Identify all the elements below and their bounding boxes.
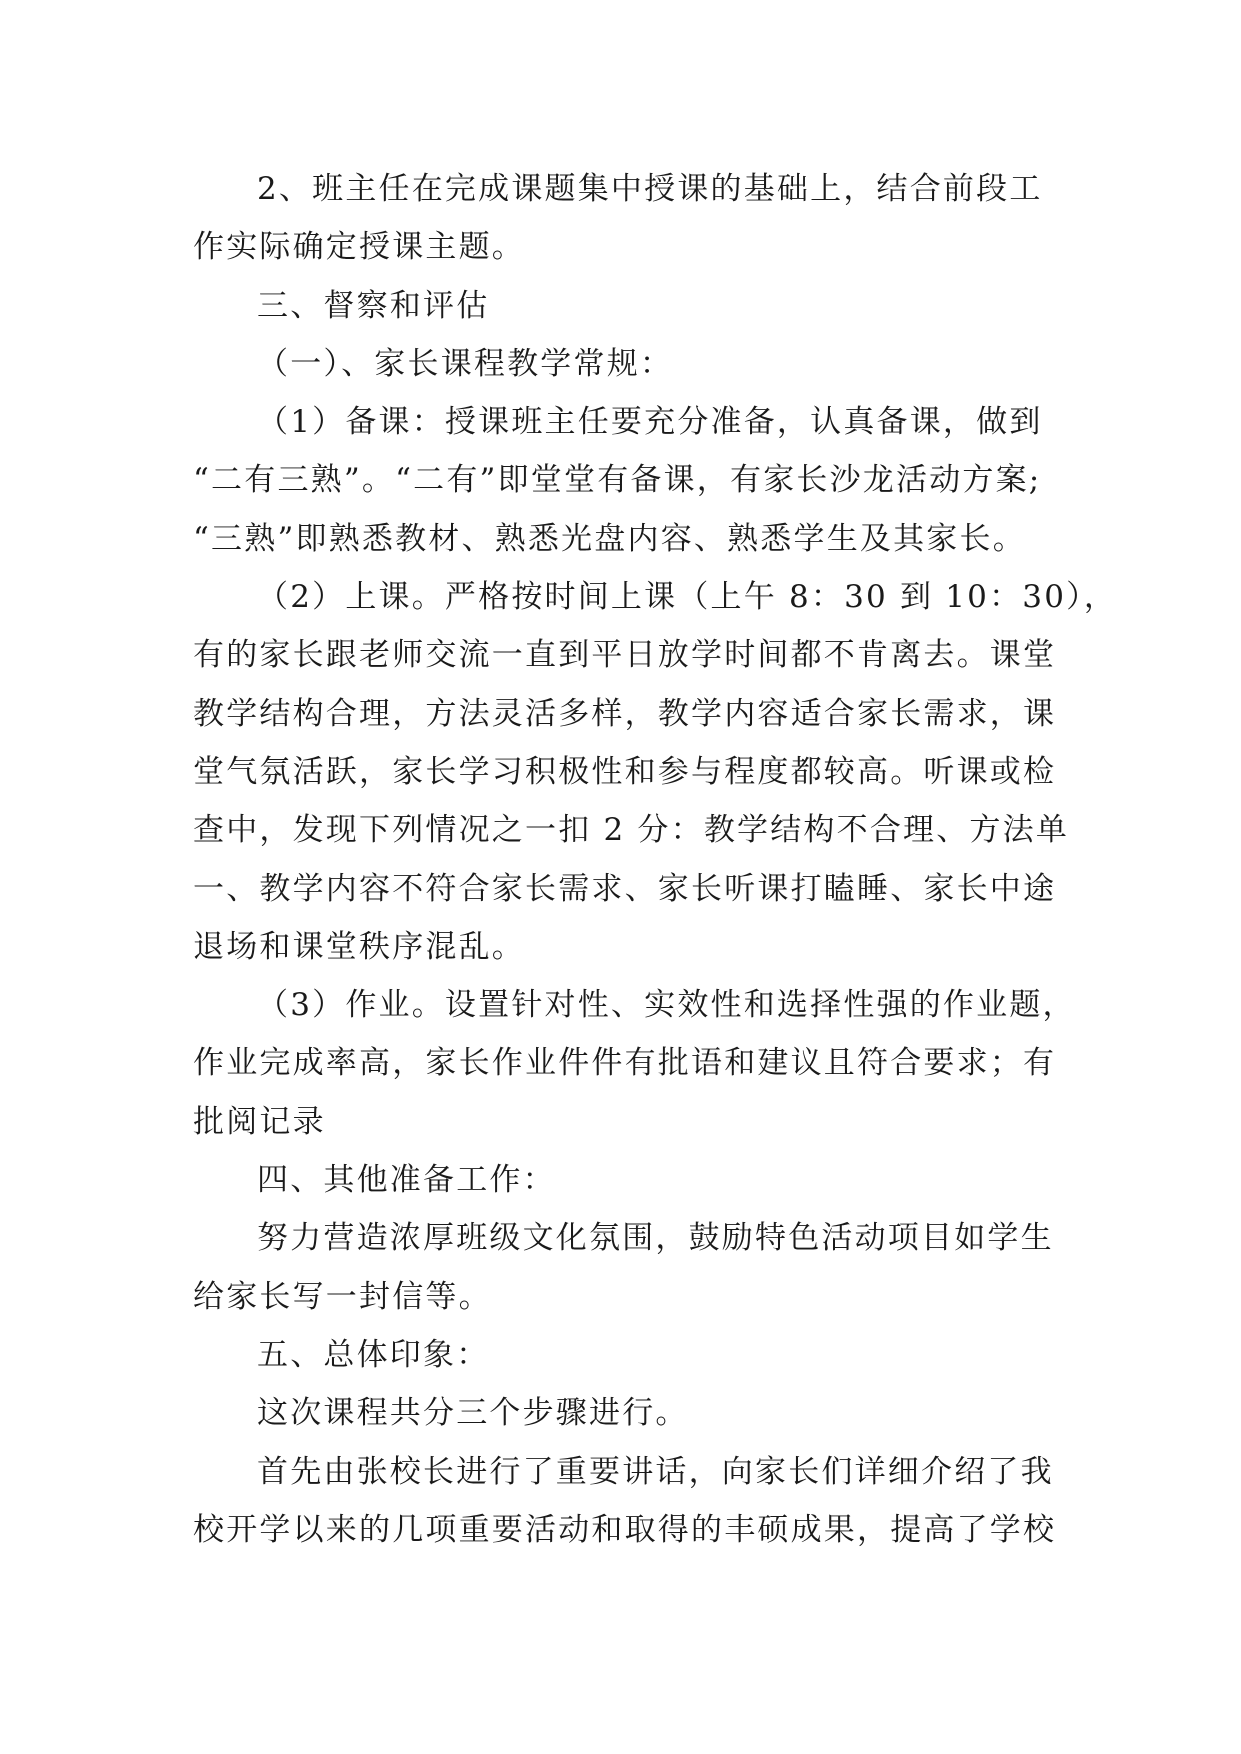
text-line: 这次课程共分三个步骤进行。 (257, 1395, 689, 1432)
text-line: “二有三熟”。“二有”即堂堂有备课，有家长沙龙活动方案; (193, 462, 1042, 499)
text-line: 作实际确定授课主题。 (193, 229, 525, 266)
text-line: 给家长写一封信等。 (193, 1278, 492, 1315)
text-line: （1）备课：授课班主任要充分准备，认真备课，做到 (257, 404, 1043, 441)
text-line: 退场和课堂秩序混乱。 (193, 928, 525, 965)
section-heading: 三、督察和评估 (257, 287, 490, 324)
text-line: 有的家长跟老师交流一直到平日放学时间都不肯离去。课堂 (193, 637, 1057, 674)
text-line: 努力营造浓厚班级文化氛围，鼓励特色活动项目如学生 (257, 1220, 1054, 1257)
text-line: 教学结构合理，方法灵活多样，教学内容适合家长需求，课 (193, 695, 1057, 732)
text-line: 批阅记录 (193, 1103, 326, 1140)
section-heading: 五、总体印象： (257, 1336, 490, 1373)
text-line: 堂气氛活跃，家长学习积极性和参与程度都较高。听课或检 (193, 753, 1057, 790)
subsection-heading: （一）、家长课程教学常规： (257, 345, 674, 382)
text-line: “三熟”即熟悉教材、熟悉光盘内容、熟悉学生及其家长。 (193, 520, 1026, 557)
text-line: 2、班主任在完成课题集中授课的基础上，结合前段工 (257, 171, 1043, 207)
text-line: 作业完成率高，家长作业件件有批语和建议且符合要求；有 (193, 1045, 1057, 1082)
text-line: （2）上课。严格按时间上课（上午 8：30 到 10：30）， (257, 579, 1118, 616)
document-body (193, 160, 1118, 1559)
text-line: 一、教学内容不符合家长需求、家长听课打瞌睡、家长中途 (193, 870, 1057, 907)
text-line: 校开学以来的几项重要活动和取得的丰硕成果，提高了学校 (193, 1511, 1057, 1548)
text-line: 查中，发现下列情况之一扣 2 分：教学结构不合理、方法单 (193, 812, 1070, 849)
section-heading: 四、其他准备工作： (257, 1162, 556, 1199)
text-line: （3）作业。设置针对性、实效性和选择性强的作业题， (257, 987, 1076, 1024)
text-line: 首先由张校长进行了重要讲话，向家长们详细介绍了我 (257, 1453, 1054, 1490)
